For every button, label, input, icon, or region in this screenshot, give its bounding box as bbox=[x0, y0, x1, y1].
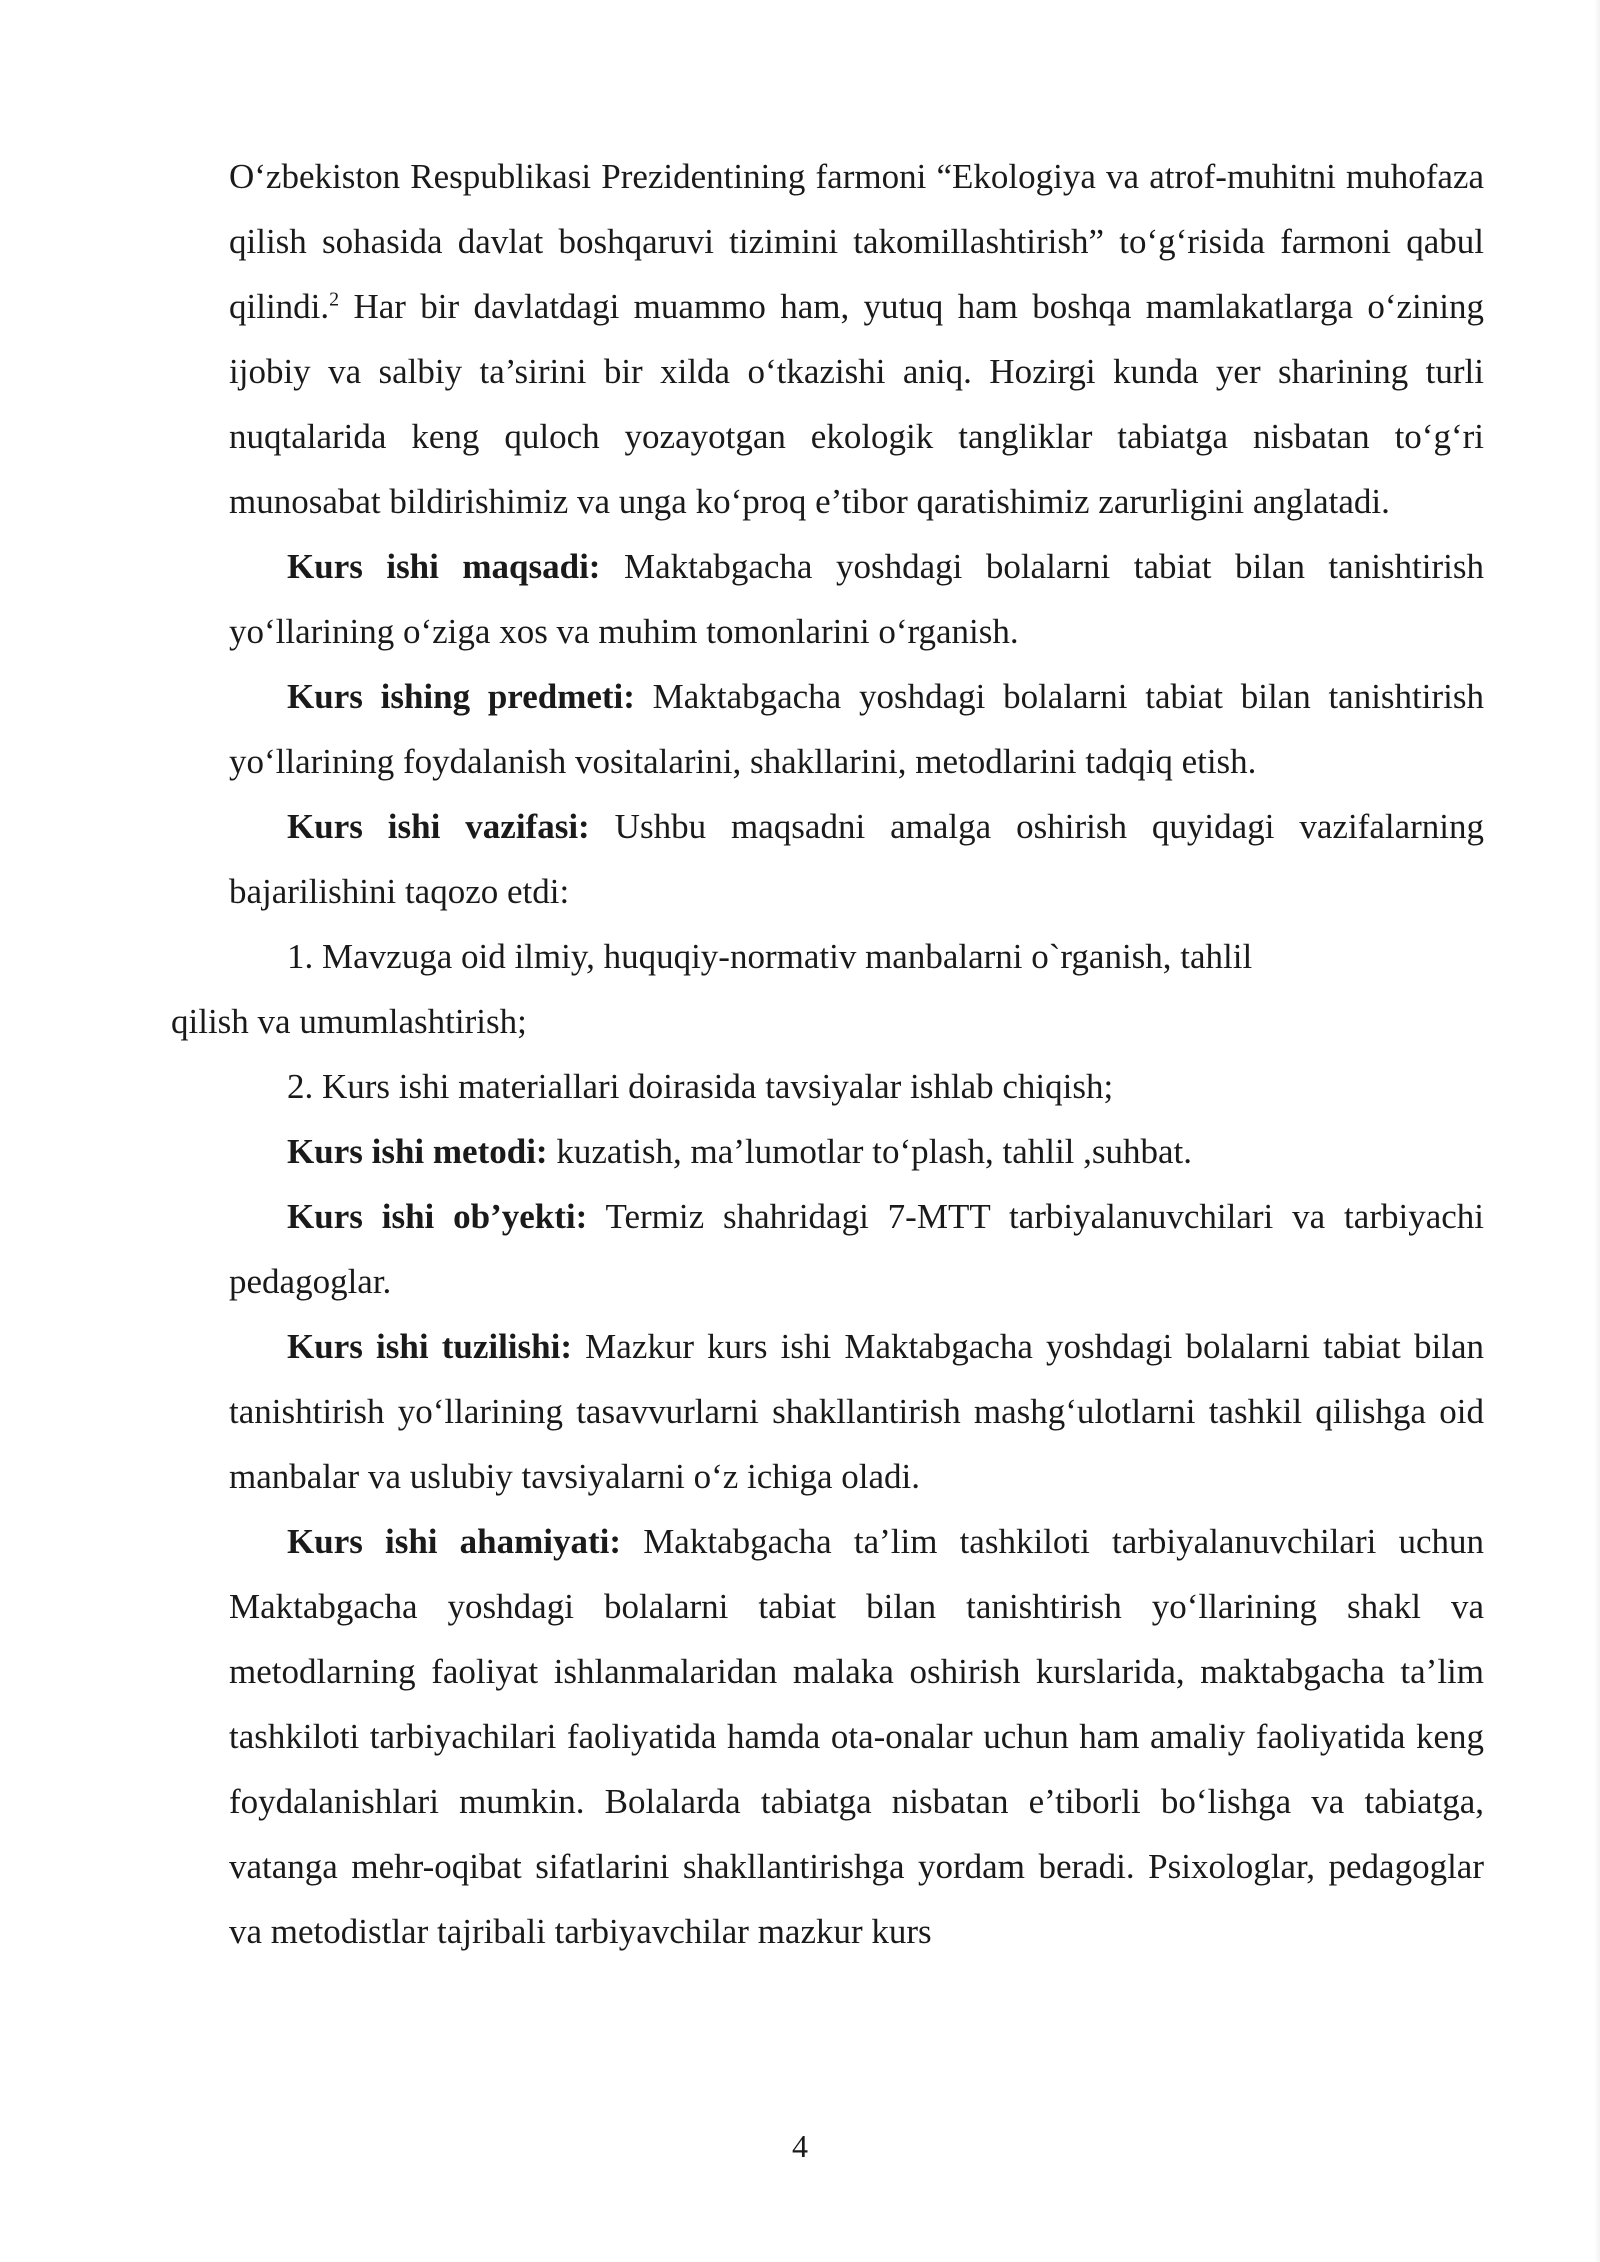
structure-paragraph bbox=[229, 1314, 1484, 1509]
intro-text-continued: Har bir davlatdagi muammo ham, yutuq ham boshqa mamlakatlarga o‘zining ijobiy va salbiy ta’sirini bir xilda o‘tkazishi aniq. Hozirgi kunda yer sharining turli nuqtalarida keng quloch yozayotgan ekologik tangliklar tabiatga nisbatan to‘g‘ri munosabat bildirishimiz va unga ko‘proq e’tibor qaratishimiz zarurligini anglatadi. bbox=[229, 287, 1484, 521]
method-paragraph bbox=[229, 1119, 1484, 1184]
goal-paragraph bbox=[229, 534, 1484, 664]
object-text: Termiz shahridagi 7-MTT tarbiyalanuvchilari va tarbiyachi pedagoglar. bbox=[229, 1197, 1484, 1301]
structure-text: Mazkur kurs ishi Maktabgacha yoshdagi bolalarni tabiat bilan tanishtirish yo‘llarining tasavvurlarni shakllantirish mashg‘ulotlarni tashkil qilishga oid manbalar va uslubiy tavsiyalarni o‘z ichiga oladi. bbox=[229, 1327, 1484, 1496]
method-label: Kurs ishi metodi: bbox=[287, 1132, 548, 1171]
list-item-text: 2. Kurs ishi materiallari doirasida tavsiyalar ishlab chiqish; bbox=[287, 1067, 1114, 1106]
significance-paragraph bbox=[229, 1509, 1484, 1964]
tasks-paragraph bbox=[229, 794, 1484, 924]
subject-label: Kurs ishing predmeti: bbox=[287, 677, 635, 716]
significance-text: Maktabgacha ta’lim tashkiloti tarbiyalanuvchilari uchun Maktabgacha yoshdagi bolalarni tabiat bilan tanishtirish yo‘llarining shakl va metodlarning faoliyat ishlanmalaridan malaka oshirish kurslarida, maktabgacha ta’lim tashkiloti tarbiyachilari faoliyatida hamda ota-onalar uchun ham amaliy faoliyatida keng foydalanishlari mumkin. Bolalarda tabiatga nisbatan e’tiborli bo‘lishga va tabiatga, vatanga mehr-oqibat sifatlarini shakllantirishga yordam beradi. Psixologlar, pedagoglar va metodistlar tajribali tarbiyavchilar mazkur kurs bbox=[229, 1522, 1484, 1951]
object-paragraph bbox=[229, 1184, 1484, 1314]
list-item bbox=[229, 1054, 1484, 1119]
page-body bbox=[171, 144, 1484, 1964]
list-item bbox=[171, 924, 1484, 1054]
tasks-label: Kurs ishi vazifasi: bbox=[287, 807, 590, 846]
significance-label: Kurs ishi ahamiyati: bbox=[287, 1522, 622, 1561]
object-label: Kurs ishi ob’yekti: bbox=[287, 1197, 588, 1236]
list-item-text: 1. Mavzuga oid ilmiy, huquqiy-normativ manbalarni o`rganish, tahlil bbox=[287, 937, 1253, 976]
page-number: 4 bbox=[792, 2128, 808, 2164]
goal-text: Maktabgacha yoshdagi bolalarni tabiat bilan tanishtirish yo‘llarining o‘ziga xos va muhim tomonlarini o‘rganish. bbox=[229, 547, 1484, 651]
subject-text: Maktabgacha yoshdagi bolalarni tabiat bilan tanishtirish yo‘llarining foydalanish vositalarini, shakllarini, metodlarini tadqiq etish. bbox=[229, 677, 1484, 781]
structure-label: Kurs ishi tuzilishi: bbox=[287, 1327, 572, 1366]
intro-text: O‘zbekiston Respublikasi Prezidentining farmoni “Ekologiya va atrof-muhitni muhofaza qilish sohasida davlat boshqaruvi tizimini takomillashtirish” to‘g‘risida farmoni qabul qilindi. bbox=[229, 157, 1484, 326]
footnote-reference[interactable]: 2 bbox=[329, 288, 340, 311]
method-text: kuzatish, ma’lumotlar to‘plash, tahlil ,suhbat. bbox=[547, 1132, 1193, 1171]
goal-label: Kurs ishi maqsadi: bbox=[287, 547, 601, 586]
subject-paragraph bbox=[229, 664, 1484, 794]
tasks-text: Ushbu maqsadni amalga oshirish quyidagi vazifalarning bajarilishini taqozo etdi: bbox=[229, 807, 1484, 911]
page-edge-shadow bbox=[1594, 0, 1600, 2262]
intro-paragraph bbox=[229, 144, 1484, 534]
list-item-continuation: qilish va umumlashtirish; bbox=[171, 1002, 527, 1041]
